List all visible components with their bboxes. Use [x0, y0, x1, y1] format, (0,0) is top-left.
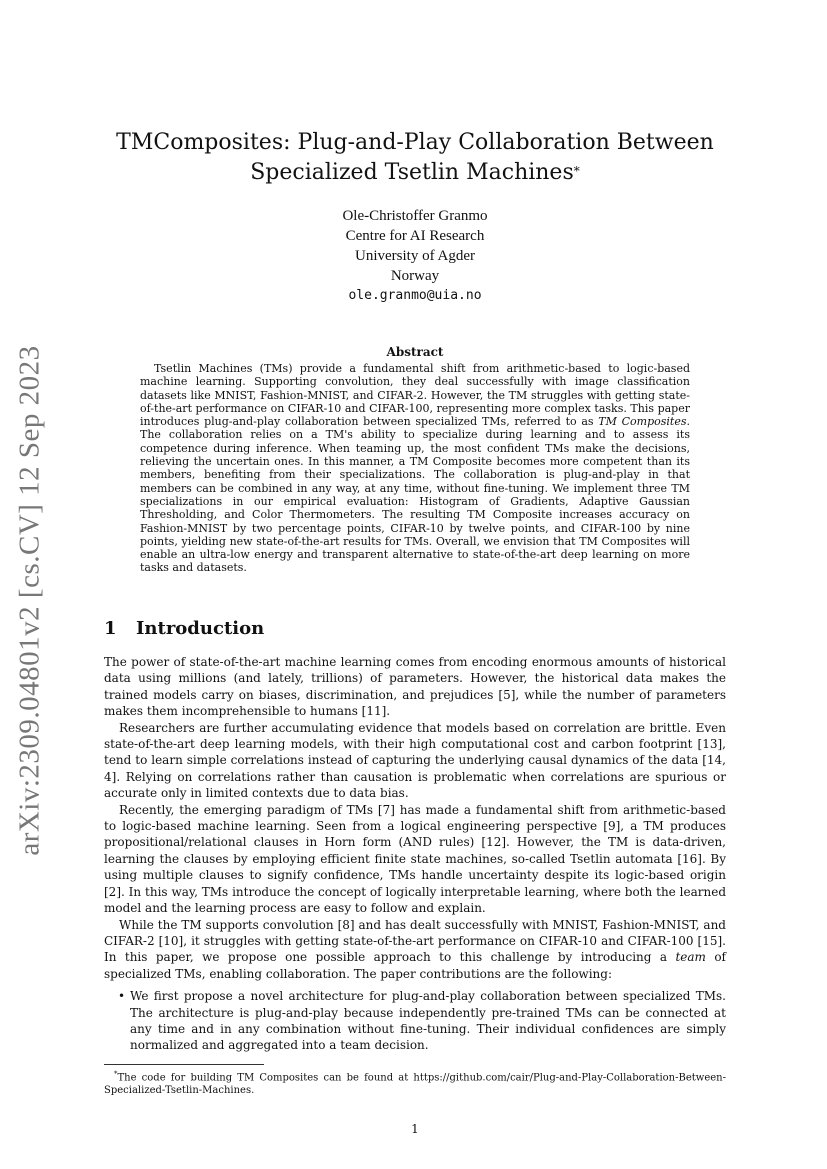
- paper-title: [104, 128, 726, 188]
- page-number: 1: [411, 1122, 419, 1136]
- abstract-part-2: . The collaboration relies on a TM's ability to specialize during learning and to assess its competence during inference. When teaming up, the most confident TMs make the decisions, relieving the uncertain ones. In this manner, a TM Composite becomes more competent than its members, benefiting from their specializations. The collaboration is plug-and-play in that members can be combined in any way, at any time, without fine-tuning. We implement three TM specializations in our empirical evaluation: Histogram of Gradients, Adaptive Gaussian Thresholding, and Color Thermometers. The resulting TM Composite increases accuracy on Fashion-MNIST by two percentage points, CIFAR-10 by twelve points, and CIFAR-100 by nine points, yielding new state-of-the-art results for TMs. Overall, we envision that TM Composites will enable an ultra-low energy and transparent alternative to state-of-the-art deep learning on more tasks and datasets.: [140, 415, 691, 575]
- arxiv-identifier-sidebar: [0, 320, 60, 880]
- author-name: Ole-Christoffer Granmo: [342, 208, 488, 224]
- paragraph-4-part-1: While the TM supports convolution [8] and has dealt successfully with MNIST, Fashion-MNIST, and CIFAR-2 [10], it struggles with getting state-of-the-art performance on CIFAR-10 and CIFAR-100 [15]. In this paper, we propose one possible approach to this challenge by introducing a: [104, 917, 726, 965]
- contributions-list: [104, 988, 726, 1054]
- bullet-icon: •: [118, 989, 126, 1004]
- abstract-part-1: Tsetlin Machines (TMs) provide a fundamental shift from arithmetic-based to logic-based machine learning. Supporting convolution, they deal successfully with image classification datasets like MNIST, Fashion-MNIST, and CIFAR-2. However, the TM struggles with getting state-of-the-art performance on CIFAR-10 and CIFAR-100, representing more complex tasks. This paper introduces plug-and-play collaboration between specialized TMs, referred to as: [140, 362, 690, 429]
- author-email: ole.granmo@uia.no: [348, 288, 482, 303]
- footnote: [104, 1068, 726, 1097]
- footnote-text: The code for building TM Composites can be found at https://github.com/cair/Plug-and-Play-Collaboration-Between-Specialized-Tsetlin-Machines.: [104, 1072, 726, 1097]
- author-university: University of Agder: [355, 248, 475, 264]
- title-line-2-text: Specialized Tsetlin Machines: [250, 160, 574, 185]
- list-item-text: We first propose a novel architecture for plug-and-play collaboration between specialized TMs. The architecture is plug-and-play because independently pre-trained TMs can be connected at any time and in any combination without fine-tuning. Their individual confidences are simply normalized and aggregated into a team decision.: [130, 989, 726, 1053]
- introduction-body: [104, 654, 726, 1054]
- title-footnote-mark: *: [573, 164, 580, 178]
- paragraph-3: Recently, the emerging paradigm of TMs [7] has made a fundamental shift from arithmetic-based to logic-based machine learning. Seen from a logical engineering perspective [9], a TM produces propositional/relational clauses in Horn form (AND rules) [12]. However, the TM is data-driven, learning the clauses by employing efficient finite state machines, so-called Tsetlin automata [16]. By using multiple clauses to signify confidence, TMs handle uncertainty despite its logic-based origin [2]. In this way, TMs introduce the concept of logically interpretable learning, where both the learned model and the learning process are easy to follow and explain.: [104, 802, 726, 916]
- abstract-text: [140, 362, 690, 575]
- arxiv-identifier: arXiv:2309.04801v2 [cs.CV] 12 Sep 2023: [13, 344, 46, 856]
- paragraph-4: [104, 917, 726, 983]
- paragraph-4-emphasis: team: [675, 950, 706, 965]
- author-block: [104, 206, 726, 306]
- abstract-emphasis: TM Composites: [598, 415, 687, 429]
- section-number: 1: [104, 618, 117, 639]
- paragraph-2: Researchers are further accumulating evidence that models based on correlation are brittle. Even state-of-the-art deep learning models, with their high computational cost and carbon footprint [13], tend to learn simple correlations instead of capturing the underlying causal dynamics of the data [14, 4]. Relying on correlations rather than causation is problematic when correlations are spurious or accurate only in limited contexts due to data bias.: [104, 720, 726, 801]
- author-country: Norway: [390, 268, 440, 284]
- title-line-2: [104, 158, 726, 188]
- abstract-heading: Abstract: [386, 345, 444, 359]
- list-item: [104, 988, 726, 1054]
- title-line-1: TMComposites: Plug-and-Play Collaboration Between: [116, 130, 714, 155]
- section-heading: [104, 618, 726, 639]
- footnote-mark: *: [114, 1070, 118, 1078]
- author-affiliation: Centre for AI Research: [345, 228, 485, 244]
- paragraph-4-part-2: of specialized TMs, enabling collaboration. The paper contributions are the following:: [104, 950, 726, 981]
- paragraph-1: The power of state-of-the-art machine learning comes from encoding enormous amounts of historical data using millions (and lately, trillions) of parameters. However, the historical data makes the trained models carry on biases, discrimination, and prejudices [5], while the number of parameters makes them incomprehensible to humans [11].: [104, 655, 726, 719]
- section-title-text: Introduction: [136, 618, 265, 639]
- footnote-divider: [104, 1064, 264, 1065]
